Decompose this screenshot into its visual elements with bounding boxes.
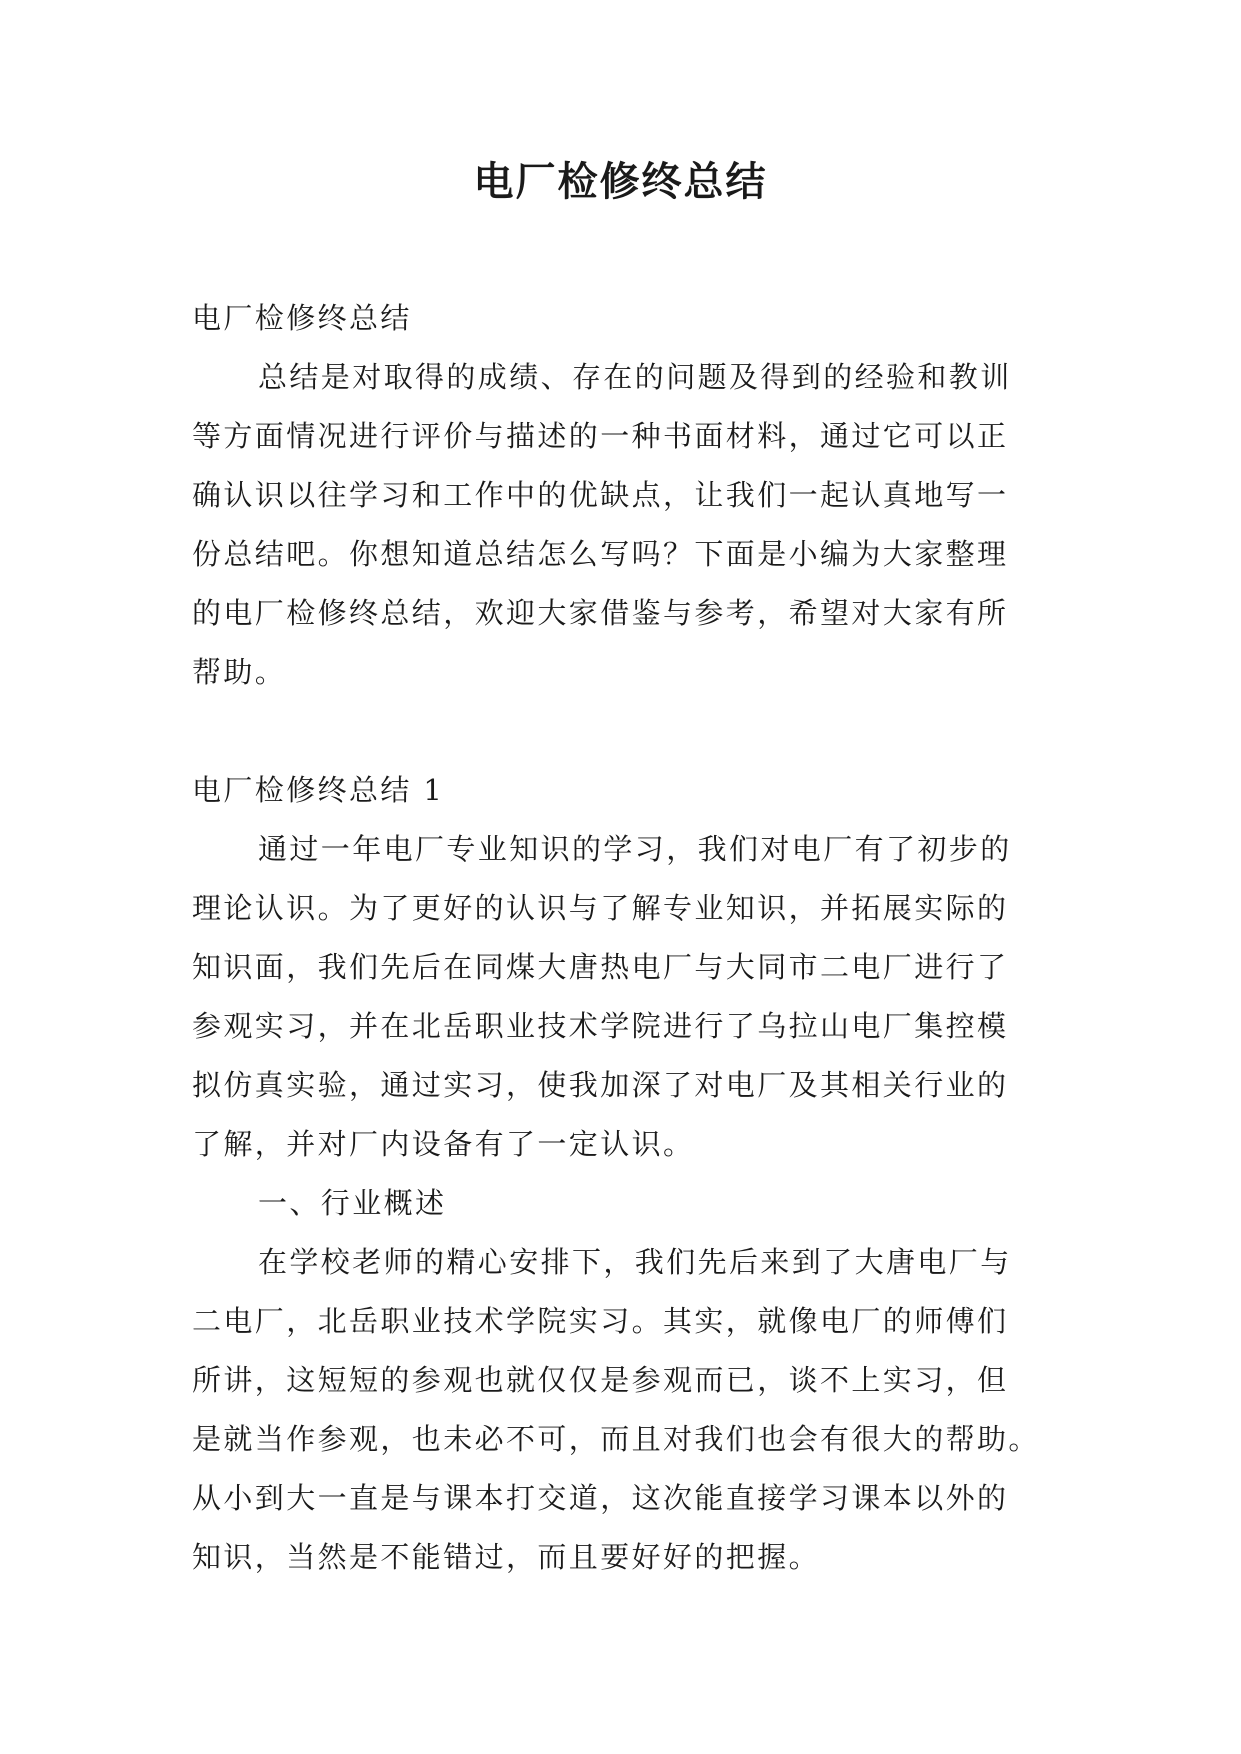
paragraph-line: 知识面，我们先后在同煤大唐热电厂与大同市二电厂进行了	[192, 950, 1009, 984]
intro-line: 份总结吧。你想知道总结怎么写吗？下面是小编为大家整理	[192, 537, 1009, 571]
paragraph-line: 参观实习，并在北岳职业技术学院进行了乌拉山电厂集控模	[192, 1009, 1009, 1043]
paragraph-line: 了解，并对厂内设备有了一定认识。	[192, 1127, 695, 1161]
paragraph-line: 所讲，这短短的参观也就仅仅是参观而已，谈不上实习，但	[192, 1363, 1009, 1397]
paragraph-line: 二电厂，北岳职业技术学院实习。其实，就像电厂的师傅们	[192, 1304, 1009, 1338]
paragraph-line: 从小到大一直是与课本打交道，这次能直接学习课本以外的	[192, 1481, 1009, 1515]
paragraph-line: 是就当作参观，也未必不可，而且对我们也会有很大的帮助。	[192, 1422, 1040, 1456]
intro-line: 帮助。	[192, 655, 287, 689]
section1-paragraph-1	[192, 820, 1058, 1174]
paragraph-line: 理论认识。为了更好的认识与了解专业知识，并拓展实际的	[192, 891, 1009, 925]
sub-heading: 一、行业概述	[258, 1186, 447, 1220]
paragraph-line: 通过一年电厂专业知识的学习，我们对电厂有了初步的	[258, 832, 1012, 866]
intro-line: 确认识以往学习和工作中的优缺点，让我们一起认真地写一	[192, 478, 1009, 512]
section1-paragraph-2	[192, 1233, 1058, 1587]
intro-paragraph	[192, 348, 1058, 702]
document-body	[192, 289, 1058, 1587]
intro-line: 总结是对取得的成绩、存在的问题及得到的经验和教训	[258, 360, 1012, 394]
paragraph-line: 知识，当然是不能错过，而且要好好的把握。	[192, 1540, 821, 1574]
paragraph-gap	[192, 702, 1058, 761]
intro-line: 等方面情况进行评价与描述的一种书面材料，通过它可以正	[192, 419, 1009, 453]
document-subtitle: 电厂检修终总结	[192, 301, 412, 335]
section-heading: 电厂检修终总结 1	[192, 773, 445, 807]
paragraph-line: 在学校老师的精心安排下，我们先后来到了大唐电厂与	[258, 1245, 1012, 1279]
document-title: 电厂检修终总结	[473, 158, 768, 205]
paragraph-line: 拟仿真实验，通过实习，使我加深了对电厂及其相关行业的	[192, 1068, 1009, 1102]
intro-line: 的电厂检修终总结，欢迎大家借鉴与参考，希望对大家有所	[192, 596, 1009, 630]
